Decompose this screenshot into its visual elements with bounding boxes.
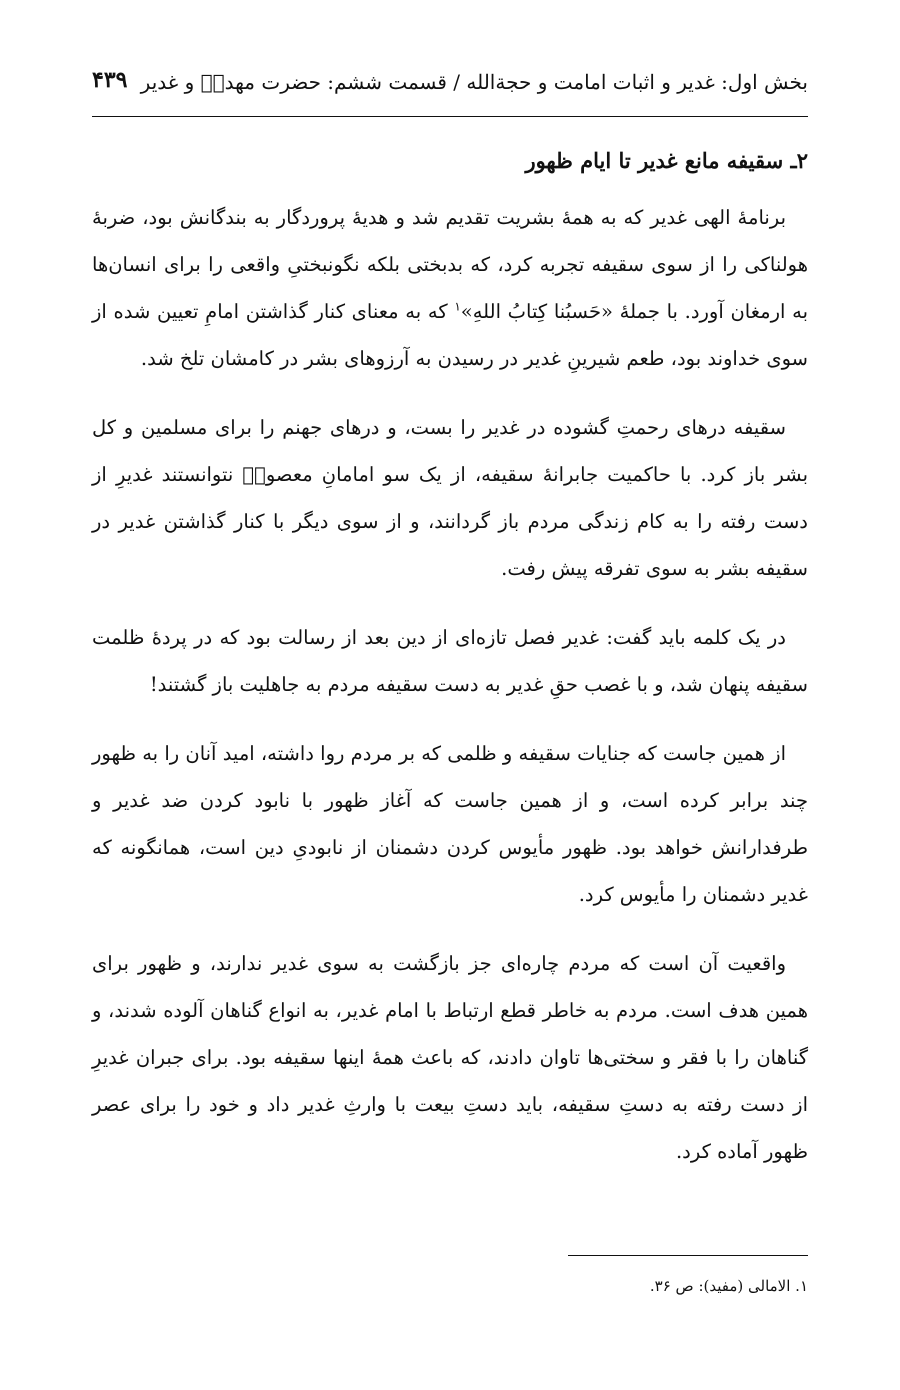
- paragraph-2: سقیفه درهای رحمتِ گشوده در غدیر را بست، و درهای جهنم را برای مسلمین و کل بشر باز کرد. با حاکمیت جابرانهٔ سقیفه، از یک سو امامانِ معصومؑ نتوانستند غدیرِ از دست رفته را به کام زندگی مردم باز گردانند، و از سوی دیگر با کنار گذاشتن غدیر در سقیفه بشر به سوی تفرقه پیش رفت.: [92, 416, 808, 580]
- body-text: [92, 194, 808, 1197]
- footnote-reference: ۱: [454, 299, 461, 314]
- section-title: ۲ـ سقیفه مانع غدیر تا ایام ظهور: [525, 148, 808, 173]
- footnote: ۱. الامالی (مفید): ص ۳۶.: [649, 1277, 808, 1295]
- running-header: [92, 66, 808, 103]
- header-rule: [92, 116, 808, 117]
- paragraph-4: از همین جاست که جنایات سقیفه و ظلمی که بر مردم روا داشته، امید آنان را به ظهور چند برابر کرده است، و از همین جاست که آغاز ظهور با نابود کردن ضد غدیر و طرفدارانش خواهد بود. ظهور مأیوس کردن دشمنان از نابودیِ دین است، همانگونه که غدیر دشمنان را مأیوس کرد.: [92, 742, 808, 906]
- running-title: بخش اول: غدیر و اثبات امامت و حجةالله / قسمت ششم: حضرت مهدیؑ و غدیر: [140, 69, 808, 94]
- paragraph-3: در یک کلمه باید گفت: غدیر فصل تازه‌ای از دین بعد از رسالت بود که در پردهٔ ظلمت سقیفه پنهان شد، و با غصب حقِ غدیر به دست سقیفه مردم به جاهلیت باز گشتند!: [92, 626, 808, 696]
- paragraph-1: [92, 194, 808, 382]
- paragraph-1-start: برنامهٔ الهی غدیر که به همهٔ بشریت تقدیم شد و هدیهٔ پروردگار به بندگانش بود، ضربهٔ هولناکی را از سوی سقیفه تجربه کرد، که بدبختی بلکه نگونبختیِ واقعی را برای انسان‌ها به ارمغان آورد. با جملهٔ «حَسبُنا کِتابُ اللهِ»: [92, 206, 808, 323]
- footnote-rule: [568, 1255, 808, 1256]
- paragraph-1-end: که به معنای کنار گذاشتن امامِ تعیین شده از سوی خداوند بود، طعم شیرینِ غدیر در رسیدن به آرزوهای بشر در کامشان تلخ شد.: [92, 300, 808, 370]
- paragraph-5: واقعیت آن است که مردم چاره‌ای جز بازگشت به سوی غدیر ندارند، و ظهور برای همین هدف است. مردم به خاطر قطع ارتباط با امام غدیر، به انواع گناهان آلوده شدند، و گناهان را با فقر و سختی‌ها تاوان دادند، که باعث همهٔ اینها سقیفه بود. برای جبران غدیرِ از دست رفته به دستِ سقیفه، باید دستِ بیعت با وارثِ غدیر داد و خود را برای عصر ظهور آماده کرد.: [92, 952, 808, 1163]
- page-number: ۴۳۹: [92, 67, 128, 93]
